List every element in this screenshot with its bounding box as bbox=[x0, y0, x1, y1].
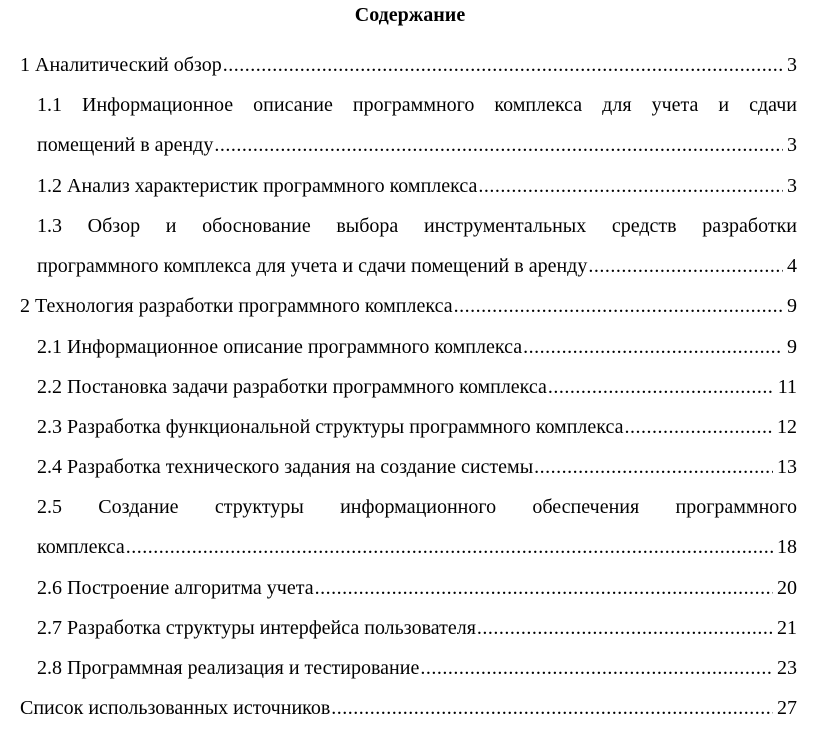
toc-entry-1-1[interactable] bbox=[37, 133, 797, 157]
toc-entry-2-5[interactable] bbox=[37, 535, 797, 559]
toc-leader-dots bbox=[454, 294, 783, 318]
toc-entry-text: комплекса bbox=[37, 536, 125, 558]
toc-entry-text: 1.2 Анализ характеристик программного комплекса bbox=[37, 175, 478, 197]
toc-page-number: 3 bbox=[787, 175, 797, 197]
toc-entry-2[interactable] bbox=[20, 294, 797, 318]
toc-entry-2-6[interactable] bbox=[37, 576, 797, 600]
toc-leader-dots bbox=[477, 616, 773, 640]
toc-page-number: 4 bbox=[787, 255, 797, 277]
toc-page-number: 3 bbox=[787, 134, 797, 156]
toc-leader-dots bbox=[523, 335, 783, 359]
toc-entry-2-5-line1[interactable]: 2.5 Создание структуры информационного обеспечения программного bbox=[37, 496, 797, 518]
toc-entry-text: помещений в аренду bbox=[37, 134, 214, 156]
toc-page-number: 20 bbox=[777, 577, 797, 599]
toc-leader-dots bbox=[223, 53, 783, 77]
toc-leader-dots bbox=[420, 656, 773, 680]
toc-page-number: 21 bbox=[777, 617, 797, 639]
toc-page-number: 13 bbox=[777, 456, 797, 478]
toc-entry-text: 2.2 Постановка задачи разработки программного комплекса bbox=[37, 376, 547, 398]
toc-leader-dots bbox=[625, 415, 774, 439]
toc-page-number: 11 bbox=[777, 376, 797, 398]
toc-page-number: 12 bbox=[777, 416, 797, 438]
toc-leader-dots bbox=[126, 535, 773, 559]
toc-page-number: 27 bbox=[777, 697, 797, 719]
toc-leader-dots bbox=[478, 174, 783, 198]
toc-entry-2-8[interactable] bbox=[37, 656, 797, 680]
toc-page-number: 23 bbox=[777, 657, 797, 679]
toc-entry-2-7[interactable] bbox=[37, 616, 797, 640]
toc-entry-1-3-line1[interactable]: 1.3 Обзор и обоснование выбора инструментальных средств разработки bbox=[37, 215, 797, 237]
toc-page-number: 9 bbox=[787, 295, 797, 317]
toc-entry-text: Список использованных источников bbox=[20, 697, 331, 719]
toc-leader-dots bbox=[331, 696, 773, 720]
toc-entry-text: 2.6 Построение алгоритма учета bbox=[37, 577, 314, 599]
toc-leader-dots bbox=[214, 133, 783, 157]
toc-entry-references[interactable] bbox=[20, 696, 797, 720]
toc-entry-text: 2.4 Разработка технического задания на создание системы bbox=[37, 456, 534, 478]
toc-entry-2-4[interactable] bbox=[37, 455, 797, 479]
toc-leader-dots bbox=[588, 254, 783, 278]
toc-entry-2-1[interactable] bbox=[37, 335, 797, 359]
toc-page-number: 9 bbox=[787, 336, 797, 358]
toc-entry-text: 2 Технология разработки программного комплекса bbox=[20, 295, 453, 317]
toc-entry-1-2[interactable] bbox=[37, 174, 797, 198]
toc-entry-1-1-line1[interactable]: 1.1 Информационное описание программного комплекса для учета и сдачи bbox=[37, 94, 797, 116]
toc-entry-text: 2.8 Программная реализация и тестирование bbox=[37, 657, 420, 679]
toc-entry-1-3[interactable] bbox=[37, 254, 797, 278]
toc-entry-2-3[interactable] bbox=[37, 415, 797, 439]
toc-leader-dots bbox=[548, 375, 774, 399]
toc-entry-2-2[interactable] bbox=[37, 375, 797, 399]
toc-entry-text: 2.3 Разработка функциональной структуры программного комплекса bbox=[37, 416, 624, 438]
toc-leader-dots bbox=[534, 455, 773, 479]
toc-page-number: 18 bbox=[777, 536, 797, 558]
toc-page-number: 3 bbox=[787, 54, 797, 76]
toc-entry-text: программного комплекса для учета и сдачи помещений в аренду bbox=[37, 255, 588, 277]
toc-entry-text: 1 Аналитический обзор bbox=[20, 54, 222, 76]
toc-entry-text: 2.1 Информационное описание программного комплекса bbox=[37, 336, 523, 358]
toc-leader-dots bbox=[315, 576, 773, 600]
toc-entry-1[interactable] bbox=[20, 53, 797, 77]
toc-title: Содержание bbox=[354, 4, 466, 26]
toc-entry-text: 2.7 Разработка структуры интерфейса пользователя bbox=[37, 617, 476, 639]
